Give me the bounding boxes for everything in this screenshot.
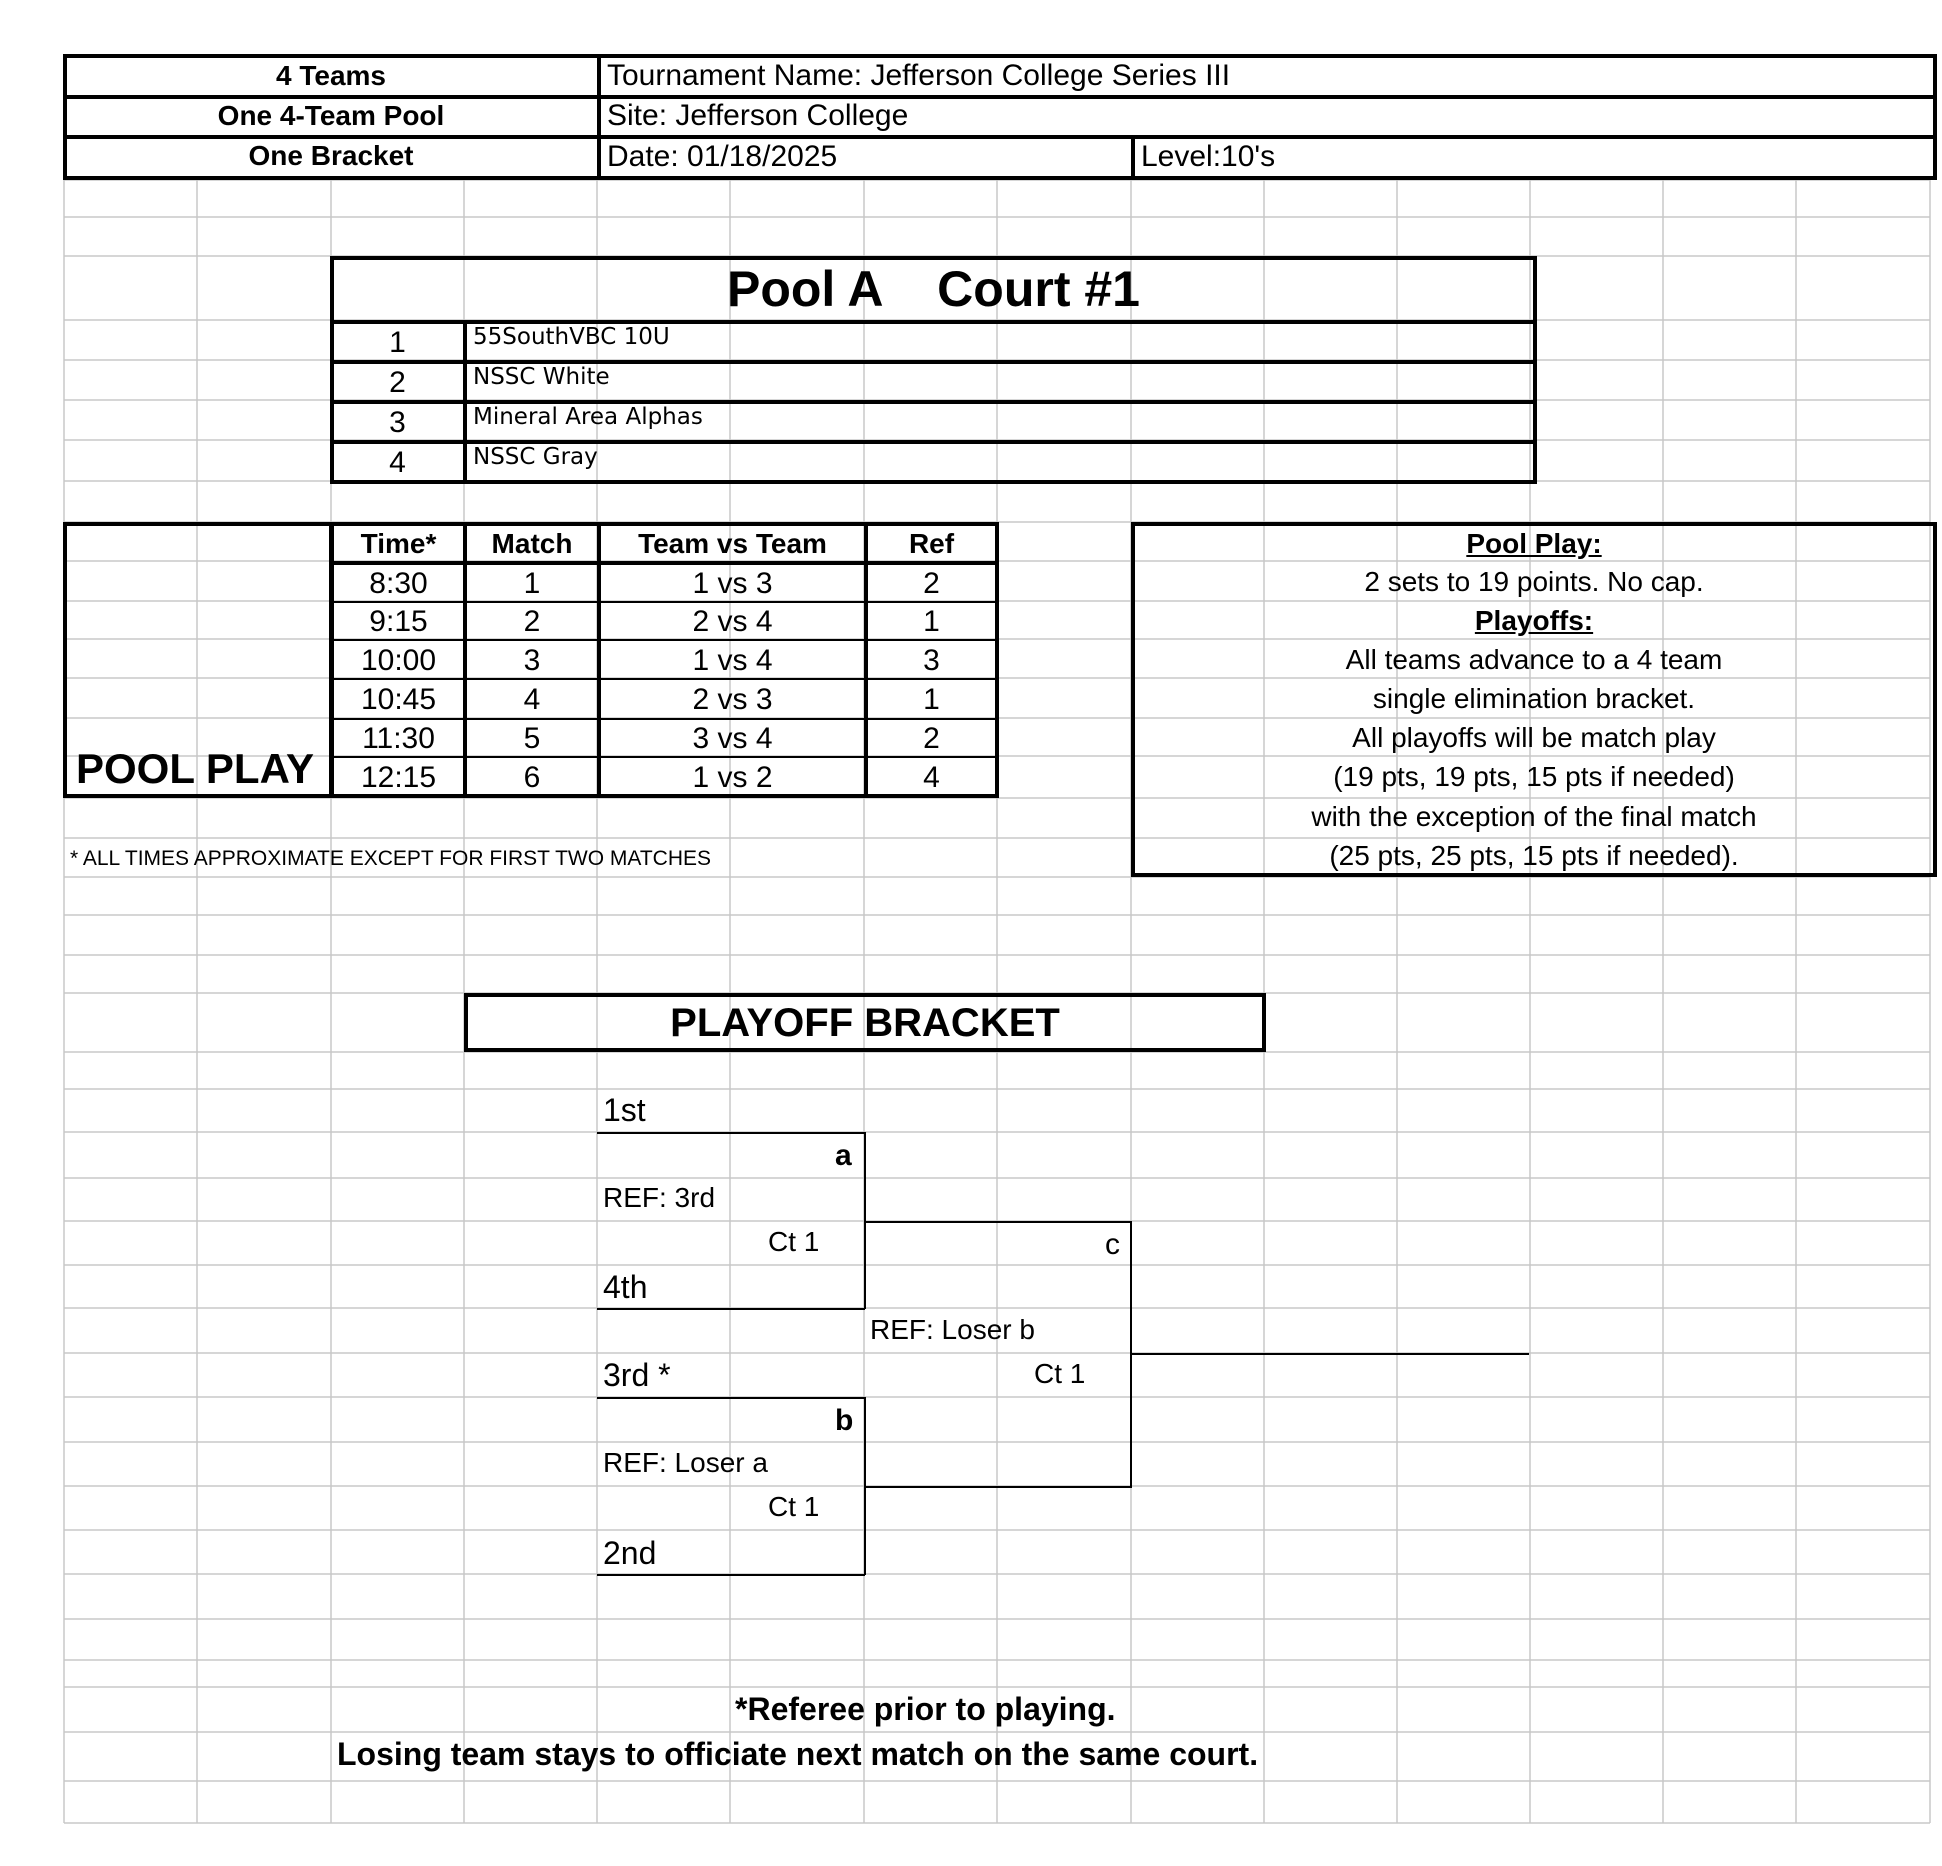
playoffs-rule-line: All teams advance to a 4 team xyxy=(1345,644,1723,675)
bracket-line-champion xyxy=(1130,1353,1529,1355)
date: Date: 01/18/2025 xyxy=(607,140,838,173)
schedule-teams: 1 vs 3 xyxy=(692,567,773,600)
schedule-ref: 3 xyxy=(923,644,940,677)
schedule-row-divider xyxy=(330,756,999,758)
bracket-seed-2nd: 2nd xyxy=(603,1535,657,1571)
schedule-header-match: Match xyxy=(491,528,573,559)
bracket-seed-3rd: 3rd * xyxy=(603,1357,671,1393)
bracket-line-1st xyxy=(597,1132,865,1134)
bracket-court-b: Ct 1 xyxy=(768,1491,820,1522)
schedule-ref: 1 xyxy=(923,683,940,716)
playoffs-rule-line: with the exception of the final match xyxy=(1311,801,1757,832)
bracket-format: One Bracket xyxy=(248,140,414,171)
schedule-header-time: Time* xyxy=(360,528,437,559)
schedule-row-divider xyxy=(330,639,999,641)
bracket-court-c: Ct 1 xyxy=(1034,1358,1086,1389)
pool-play-rule: 2 sets to 19 points. No cap. xyxy=(1364,566,1704,597)
schedule-row-divider xyxy=(330,678,999,680)
teams-count: 4 Teams xyxy=(276,60,386,91)
schedule-time: 12:15 xyxy=(360,761,437,794)
schedule-teams: 2 vs 3 xyxy=(692,683,773,716)
bracket-match-a: a xyxy=(835,1139,852,1172)
schedule-time: 10:00 xyxy=(360,644,437,677)
pool-team-name: NSSC Gray xyxy=(473,444,598,470)
header-date-level-divider xyxy=(1131,135,1135,180)
schedule-footnote: * ALL TIMES APPROXIMATE EXCEPT FOR FIRST TWO MATCHES xyxy=(70,847,712,870)
schedule-match: 6 xyxy=(523,761,541,794)
playoffs-rule-line: (19 pts, 19 pts, 15 pts if needed) xyxy=(1333,761,1735,792)
schedule-header-teams: Team vs Team xyxy=(638,528,827,559)
schedule-teams: 3 vs 4 xyxy=(692,722,773,755)
bracket-seed-1st: 1st xyxy=(603,1092,646,1128)
pool-team-name: NSSC White xyxy=(473,364,610,390)
playoffs-rule-line: single elimination bracket. xyxy=(1372,683,1696,714)
bracket-match-c: c xyxy=(1105,1228,1120,1261)
pool-team-name: Mineral Area Alphas xyxy=(473,404,703,430)
bracket-line-winner-b xyxy=(864,1486,1132,1488)
playoffs-rule-line: All playoffs will be match play xyxy=(1352,722,1716,753)
bracket-seed-4th: 4th xyxy=(603,1269,648,1305)
bracket-line-winner-a xyxy=(864,1221,1132,1223)
tournament-name: Tournament Name: Jefferson College Series III xyxy=(607,59,1231,92)
site: Site: Jefferson College xyxy=(607,99,909,132)
schedule-teams: 1 vs 2 xyxy=(692,761,773,794)
pool-team-name: 55SouthVBC 10U xyxy=(473,324,670,350)
schedule-match: 5 xyxy=(523,722,541,755)
schedule-match: 1 xyxy=(523,567,541,600)
schedule-match: 4 xyxy=(523,683,541,716)
schedule-match: 3 xyxy=(523,644,541,677)
bracket-court-a: Ct 1 xyxy=(768,1226,820,1257)
bracket-ref-c: REF: Loser b xyxy=(870,1314,1035,1345)
bracket-ref-a: REF: 3rd xyxy=(603,1182,716,1213)
schedule-time: 11:30 xyxy=(362,722,435,755)
header-row-divider xyxy=(63,95,1937,99)
bracket-line-4th xyxy=(597,1308,865,1310)
playoffs-rule-line: (25 pts, 25 pts, 15 pts if needed). xyxy=(1329,840,1739,871)
schedule-ref: 4 xyxy=(923,761,940,794)
schedule-teams: 2 vs 4 xyxy=(692,605,773,638)
schedule-time: 8:30 xyxy=(369,567,428,600)
pool-play-label: POOL PLAY xyxy=(76,745,315,792)
schedule-teams: 1 vs 4 xyxy=(692,644,773,677)
pool-seed: 1 xyxy=(389,326,406,359)
bracket-match-b: b xyxy=(835,1404,854,1437)
playoffs-heading: Playoffs: xyxy=(1474,605,1594,636)
schedule-header-ref: Ref xyxy=(908,528,955,559)
schedule-ref: 2 xyxy=(923,722,940,755)
schedule-match: 2 xyxy=(523,605,541,638)
pool-title: Pool A Court #1 xyxy=(727,261,1140,317)
pool-play-heading: Pool Play: xyxy=(1466,528,1602,559)
schedule-row-divider xyxy=(330,718,999,720)
header-row-divider xyxy=(63,135,1937,139)
losing-team-note: Losing team stays to officiate next match on the same court. xyxy=(337,1736,1259,1772)
pool-seed: 2 xyxy=(389,366,406,399)
pool-seed: 4 xyxy=(389,446,406,479)
bracket-line-2nd xyxy=(597,1574,865,1576)
referee-note: *Referee prior to playing. xyxy=(735,1691,1116,1727)
schedule-ref: 1 xyxy=(923,605,940,638)
bracket-title: PLAYOFF BRACKET xyxy=(670,1001,1060,1045)
bracket-line-3rd xyxy=(597,1397,865,1399)
schedule-ref: 2 xyxy=(923,567,940,600)
pool-format: One 4-Team Pool xyxy=(217,100,445,131)
schedule-time: 10:45 xyxy=(360,683,437,716)
bracket-ref-b: REF: Loser a xyxy=(603,1447,768,1478)
schedule-row-divider xyxy=(330,601,999,603)
pool-seed: 3 xyxy=(389,406,406,439)
schedule-time: 9:15 xyxy=(369,605,428,638)
level: Level:10's xyxy=(1141,140,1276,173)
schedule-header-divider xyxy=(330,561,999,565)
